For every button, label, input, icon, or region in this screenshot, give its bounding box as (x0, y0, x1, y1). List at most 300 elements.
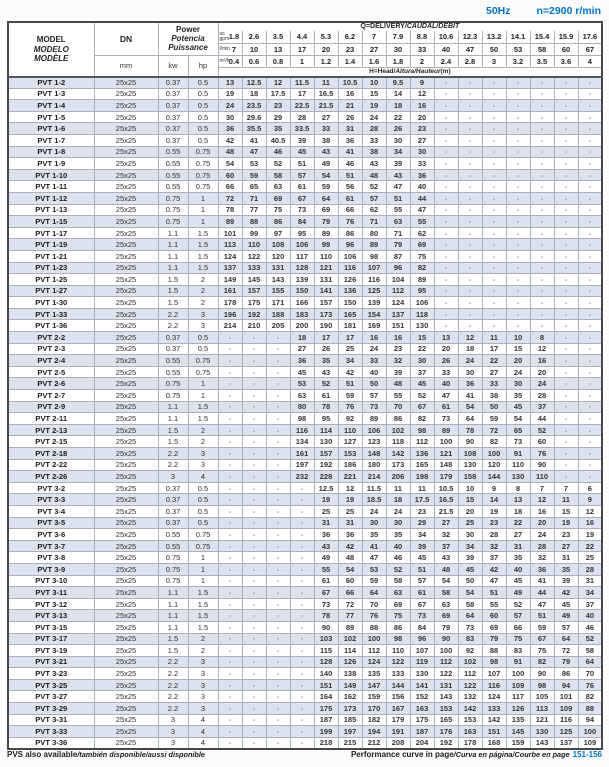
table-row (8, 645, 602, 657)
head-value-cell: - (578, 181, 602, 193)
head-value-cell: - (242, 726, 266, 738)
head-value-cell: 96 (386, 262, 410, 274)
table-row (8, 517, 602, 529)
head-value-cell: 55 (410, 216, 434, 228)
head-value-cell: 110 (506, 459, 530, 471)
table-row (8, 366, 602, 378)
flow-value-cell: 3.5 (266, 31, 290, 43)
head-value-cell: 170 (362, 703, 386, 715)
head-value-cell: 82 (410, 262, 434, 274)
flow-value-cell: 2.4 (434, 55, 458, 67)
head-value-cell: 171 (266, 297, 290, 309)
head-value-cell: - (266, 645, 290, 657)
hp-cell: 1.5 (188, 413, 218, 425)
head-value-cell: - (266, 552, 290, 564)
head-value-cell: 23 (482, 517, 506, 529)
head-value-cell: 142 (458, 703, 482, 715)
head-value-cell: - (554, 413, 578, 425)
head-value-cell: - (434, 227, 458, 239)
hp-cell: 0.5 (188, 123, 218, 135)
dn-cell: 25x25 (94, 262, 158, 274)
head-value-cell: - (578, 158, 602, 170)
table-row (8, 459, 602, 471)
head-value-cell: 54 (338, 563, 362, 575)
head-value-cell: - (482, 216, 506, 228)
head-value-cell: 80 (362, 227, 386, 239)
head-value-cell: - (530, 262, 554, 274)
head-value-cell: 122 (242, 250, 266, 262)
power-label-es: Potencia (171, 34, 205, 44)
head-value-cell: 102 (386, 424, 410, 436)
head-value-cell: - (482, 274, 506, 286)
head-value-cell: 25 (338, 505, 362, 517)
head-value-cell: - (530, 100, 554, 112)
dn-cell: 25x25 (94, 691, 158, 703)
head-value-cell: 98 (362, 250, 386, 262)
head-value-cell: 10.5 (434, 482, 458, 494)
flow-value-cell: 3.5 (530, 55, 554, 67)
kw-cell: 1.1 (158, 621, 188, 633)
head-value-cell: - (458, 297, 482, 309)
head-value-cell: 182 (362, 714, 386, 726)
hp-cell: 2 (188, 424, 218, 436)
head-value-cell: 64 (554, 633, 578, 645)
head-value-cell: 82 (530, 656, 554, 668)
head-value-cell: - (554, 239, 578, 251)
flow-value-cell: 58 (530, 43, 554, 55)
head-value-cell: 84 (410, 621, 434, 633)
head-value-cell: 64 (458, 413, 482, 425)
head-value-cell: - (482, 123, 506, 135)
head-value-cell: 167 (386, 703, 410, 715)
flow-value-cell: 53 (506, 43, 530, 55)
model-cell: PVT 3-9 (8, 563, 94, 575)
head-value-cell: 125 (554, 726, 578, 738)
head-value-cell: 197 (338, 726, 362, 738)
head-value-cell: - (554, 158, 578, 170)
head-value-cell: 104 (386, 274, 410, 286)
head-value-cell: 42 (338, 366, 362, 378)
kw-cell: 2.2 (158, 679, 188, 691)
head-value-cell: 30 (506, 378, 530, 390)
head-value-cell: 47 (386, 181, 410, 193)
head-value-cell: 40 (434, 378, 458, 390)
dn-cell: 25x25 (94, 517, 158, 529)
head-value-cell: - (242, 598, 266, 610)
dn-cell: 25x25 (94, 332, 158, 344)
head-value-cell: 49 (554, 610, 578, 622)
head-value-cell: 159 (506, 737, 530, 749)
head-value-cell: - (506, 88, 530, 100)
head-value-cell: 30 (458, 529, 482, 541)
table-row (8, 494, 602, 506)
head-value-cell: - (554, 250, 578, 262)
head-value-cell: 60 (218, 169, 242, 181)
head-value-cell: 86 (338, 227, 362, 239)
head-value-cell: - (242, 737, 266, 749)
dn-cell: 25x25 (94, 366, 158, 378)
kw-cell: 1.1 (158, 587, 188, 599)
head-value-cell: 69 (386, 598, 410, 610)
head-value-cell: - (554, 111, 578, 123)
head-value-cell: 80 (290, 401, 314, 413)
head-value-cell: 75 (530, 645, 554, 657)
table-row (8, 587, 602, 599)
head-value-cell: 18.5 (362, 494, 386, 506)
pump-performance-table (7, 21, 603, 750)
head-value-cell: 17.5 (266, 88, 290, 100)
head-value-cell: 12 (578, 505, 602, 517)
head-value-cell: 19 (578, 529, 602, 541)
head-value-cell: - (554, 100, 578, 112)
table-row (8, 285, 602, 297)
head-value-cell: 69 (266, 192, 290, 204)
head-value-cell: 180 (362, 459, 386, 471)
head-value-cell: 47 (410, 204, 434, 216)
head-value-cell: 19 (554, 517, 578, 529)
head-value-cell: - (530, 285, 554, 297)
head-value-cell: 51 (530, 610, 554, 622)
head-value-cell: 114 (338, 645, 362, 657)
head-value-cell: 17 (338, 332, 362, 344)
dn-cell: 25x25 (94, 633, 158, 645)
frequency-label: 50Hz (485, 5, 511, 17)
head-value-cell: - (554, 459, 578, 471)
kw-cell: 1.5 (158, 274, 188, 286)
head-value-cell: - (578, 274, 602, 286)
head-value-cell: 21 (338, 100, 362, 112)
model-label-fr: MODÈLE (34, 54, 69, 63)
table-row (8, 610, 602, 622)
head-value-cell: 106 (362, 424, 386, 436)
head-value-cell: 22 (506, 517, 530, 529)
model-cell: PVT 1-2 (8, 77, 94, 89)
head-value-cell: 76 (578, 679, 602, 691)
head-value-cell: 45 (410, 378, 434, 390)
head-value-cell: - (554, 471, 578, 483)
head-value-cell: - (578, 424, 602, 436)
model-cell: PVT 3-15 (8, 621, 94, 633)
head-value-cell: 33 (362, 134, 386, 146)
model-cell: PVT 1-12 (8, 192, 94, 204)
head-value-cell: 16 (362, 332, 386, 344)
kw-cell: 0.75 (158, 552, 188, 564)
hp-cell: 1.5 (188, 610, 218, 622)
head-value-cell: 43 (314, 366, 338, 378)
head-value-cell: 122 (458, 679, 482, 691)
head-value-cell: 30 (386, 517, 410, 529)
dn-cell: 25x25 (94, 610, 158, 622)
head-value-cell: - (242, 714, 266, 726)
head-value-cell: 16 (530, 355, 554, 367)
head-value-cell: 165 (338, 308, 362, 320)
head-value-cell: 38 (482, 390, 506, 402)
dn-unit-label: mm (94, 55, 158, 77)
kw-cell: 2.2 (158, 703, 188, 715)
head-value-cell: - (506, 204, 530, 216)
head-value-cell: 163 (410, 703, 434, 715)
model-cell: PVT 1-8 (8, 146, 94, 158)
head-value-cell: 95 (290, 227, 314, 239)
head-value-cell: 58 (578, 645, 602, 657)
head-value-cell: 173 (386, 459, 410, 471)
flow-value-cell: 2.8 (458, 55, 482, 67)
head-value-cell: 19 (362, 100, 386, 112)
head-value-cell: 17 (482, 343, 506, 355)
head-value-cell: 52 (314, 378, 338, 390)
hp-cell: 0.5 (188, 494, 218, 506)
table-row (8, 726, 602, 738)
head-value-cell: 91 (506, 656, 530, 668)
head-value-cell: 20 (458, 505, 482, 517)
model-cell: PVT 2-7 (8, 390, 94, 402)
head-value-cell: - (266, 679, 290, 691)
head-value-cell: 98 (290, 413, 314, 425)
head-value-cell: - (578, 355, 602, 367)
head-value-cell: 61 (314, 390, 338, 402)
head-value-cell: 105 (530, 691, 554, 703)
head-value-cell: 107 (482, 668, 506, 680)
head-value-cell: 113 (530, 703, 554, 715)
model-cell: PVT 3-12 (8, 598, 94, 610)
flow-value-cell: 2 (410, 55, 434, 67)
head-value-cell: - (290, 598, 314, 610)
head-value-cell: 82 (410, 413, 434, 425)
head-value-cell: 51 (338, 169, 362, 181)
head-value-cell: - (434, 146, 458, 158)
head-value-cell: 143 (434, 691, 458, 703)
head-value-cell: 157 (242, 285, 266, 297)
head-value-cell: 88 (578, 703, 602, 715)
head-value-cell: 54 (458, 401, 482, 413)
flow-value-cell: 3 (482, 55, 506, 67)
head-value-cell: - (530, 239, 554, 251)
head-value-cell: 8 (530, 332, 554, 344)
head-value-cell: - (482, 100, 506, 112)
head-value-cell: - (434, 134, 458, 146)
speed-label: n=2900 r/min (536, 5, 601, 17)
head-value-cell: 135 (362, 668, 386, 680)
head-value-cell: 119 (410, 656, 434, 668)
head-value-cell: 112 (458, 668, 482, 680)
head-value-cell: - (266, 482, 290, 494)
head-value-cell: 42 (554, 587, 578, 599)
head-value-cell: - (506, 285, 530, 297)
head-value-cell: 94 (554, 679, 578, 691)
head-value-cell: 130 (314, 436, 338, 448)
hp-cell: 3 (188, 459, 218, 471)
head-value-cell: - (482, 308, 506, 320)
head-value-cell: 24 (386, 505, 410, 517)
head-value-cell: 98 (530, 679, 554, 691)
model-cell: PVT 1-25 (8, 274, 94, 286)
head-value-cell: - (482, 146, 506, 158)
head-value-cell: 107 (410, 645, 434, 657)
head-value-cell: 55 (314, 563, 338, 575)
head-value-cell: 40 (506, 563, 530, 575)
head-value-cell: 150 (290, 285, 314, 297)
head-value-cell: 150 (338, 297, 362, 309)
head-value-cell: 18 (506, 505, 530, 517)
head-value-cell: 204 (410, 737, 434, 749)
head-value-cell: 100 (482, 448, 506, 460)
head-value-cell: 32 (386, 355, 410, 367)
kw-cell: 3 (158, 726, 188, 738)
head-value-cell: 51 (338, 378, 362, 390)
dn-cell: 25x25 (94, 100, 158, 112)
head-value-cell: - (482, 88, 506, 100)
head-value-cell: - (218, 332, 242, 344)
head-value-cell: - (530, 216, 554, 228)
hp-cell: 2 (188, 274, 218, 286)
flow-value-cell: 2.6 (242, 31, 266, 43)
head-value-cell: 116 (338, 262, 362, 274)
head-value-cell: - (458, 181, 482, 193)
flow-value-cell: 40 (434, 43, 458, 55)
head-value-cell: 173 (338, 703, 362, 715)
head-value-cell: 110 (530, 471, 554, 483)
model-cell: PVT 2-3 (8, 343, 94, 355)
model-cell: PVT 1-11 (8, 181, 94, 193)
kw-cell: 0.37 (158, 77, 188, 89)
head-value-cell: 13 (218, 77, 242, 89)
head-value-cell: - (458, 250, 482, 262)
kw-cell: 1.1 (158, 598, 188, 610)
dn-cell: 25x25 (94, 668, 158, 680)
head-value-cell: - (434, 100, 458, 112)
head-value-cell: - (290, 529, 314, 541)
head-value-cell: - (434, 158, 458, 170)
head-value-cell: - (554, 401, 578, 413)
model-cell: PVT 1-17 (8, 227, 94, 239)
head-value-cell: 117 (506, 691, 530, 703)
head-value-cell: - (458, 100, 482, 112)
head-value-cell: 41 (458, 390, 482, 402)
head-value-cell: 165 (410, 459, 434, 471)
head-value-cell: 188 (266, 308, 290, 320)
head-value-cell: 11 (554, 494, 578, 506)
model-cell: PVT 3-2 (8, 482, 94, 494)
head-value-cell: - (458, 262, 482, 274)
table-row (8, 111, 602, 123)
footer-availability-note: PVS also available/también disponible/aussi disponible (7, 750, 205, 759)
head-value-cell: - (434, 308, 458, 320)
model-label-es: MODELO (33, 44, 69, 54)
head-value-cell: - (458, 308, 482, 320)
head-value-cell: 78 (314, 401, 338, 413)
head-value-cell: 122 (386, 656, 410, 668)
head-value-cell: 36 (530, 563, 554, 575)
head-value-cell: 21.5 (314, 100, 338, 112)
head-value-cell: 64 (314, 192, 338, 204)
head-value-cell: - (218, 656, 242, 668)
head-value-cell: 36 (290, 355, 314, 367)
head-value-cell: 144 (482, 471, 506, 483)
head-value-cell: 95 (410, 285, 434, 297)
head-value-cell: 79 (482, 633, 506, 645)
flow-value-cell: 47 (458, 43, 482, 55)
head-value-cell: 12 (530, 494, 554, 506)
model-cell: PVT 3-3 (8, 494, 94, 506)
head-value-cell: 89 (338, 621, 362, 633)
head-value-cell: - (218, 540, 242, 552)
head-value-cell: - (290, 494, 314, 506)
head-value-cell: - (218, 390, 242, 402)
head-value-cell: 25 (314, 505, 338, 517)
head-value-cell: - (506, 262, 530, 274)
head-value-cell: 42 (482, 563, 506, 575)
head-value-cell: 153 (338, 448, 362, 460)
head-value-cell: - (506, 320, 530, 332)
head-value-cell: 200 (290, 320, 314, 332)
head-value-cell: 24 (362, 505, 386, 517)
kw-cell: 0.37 (158, 517, 188, 529)
head-value-cell: 69 (482, 621, 506, 633)
head-value-cell: 10 (362, 77, 386, 89)
head-value-cell: 53 (242, 158, 266, 170)
hp-cell: 1.5 (188, 250, 218, 262)
head-value-cell: 36 (338, 529, 362, 541)
head-value-cell: - (554, 192, 578, 204)
model-cell: PVT 3-7 (8, 540, 94, 552)
dn-cell: 25x25 (94, 390, 158, 402)
head-value-cell: 14 (482, 494, 506, 506)
head-value-cell: 131 (266, 262, 290, 274)
head-value-cell: 38 (362, 146, 386, 158)
head-value-cell: 97 (266, 227, 290, 239)
head-value-cell: 126 (338, 274, 362, 286)
model-cell: PVT 2-4 (8, 355, 94, 367)
head-value-cell: 208 (386, 737, 410, 749)
head-value-cell: 46 (266, 146, 290, 158)
hp-cell: 0.75 (188, 529, 218, 541)
kw-cell: 0.37 (158, 134, 188, 146)
kw-cell: 1.5 (158, 436, 188, 448)
dn-cell: 25x25 (94, 737, 158, 749)
head-value-cell: - (266, 366, 290, 378)
head-value-cell: 62 (410, 227, 434, 239)
curve-page-range: 151-156 (572, 750, 602, 759)
head-value-cell: 192 (434, 737, 458, 749)
table-row (8, 378, 602, 390)
dn-cell: 25x25 (94, 587, 158, 599)
model-cell: PVT 1-6 (8, 123, 94, 135)
head-value-cell: 73 (458, 621, 482, 633)
dn-cell: 25x25 (94, 355, 158, 367)
head-value-cell: 24 (218, 100, 242, 112)
head-value-cell: 24 (530, 378, 554, 390)
kw-cell: 2.2 (158, 668, 188, 680)
head-value-cell: - (434, 192, 458, 204)
flow-value-cell: 4.4 (290, 31, 314, 43)
dn-cell: 25x25 (94, 77, 158, 89)
head-value-cell: 73 (410, 610, 434, 622)
head-value-cell: - (578, 239, 602, 251)
kw-cell: 1.5 (158, 285, 188, 297)
head-value-cell: 58 (458, 598, 482, 610)
head-value-cell: 25 (578, 552, 602, 564)
head-value-cell: 57 (362, 390, 386, 402)
head-value-cell: 86 (386, 413, 410, 425)
dn-cell: 25x25 (94, 401, 158, 413)
head-value-cell: 66 (338, 204, 362, 216)
head-value-cell: 121 (434, 448, 458, 460)
head-value-cell: - (506, 297, 530, 309)
head-value-cell: - (482, 134, 506, 146)
head-value-cell: 100 (362, 633, 386, 645)
head-value-cell: - (242, 621, 266, 633)
head-value-cell: 206 (386, 471, 410, 483)
